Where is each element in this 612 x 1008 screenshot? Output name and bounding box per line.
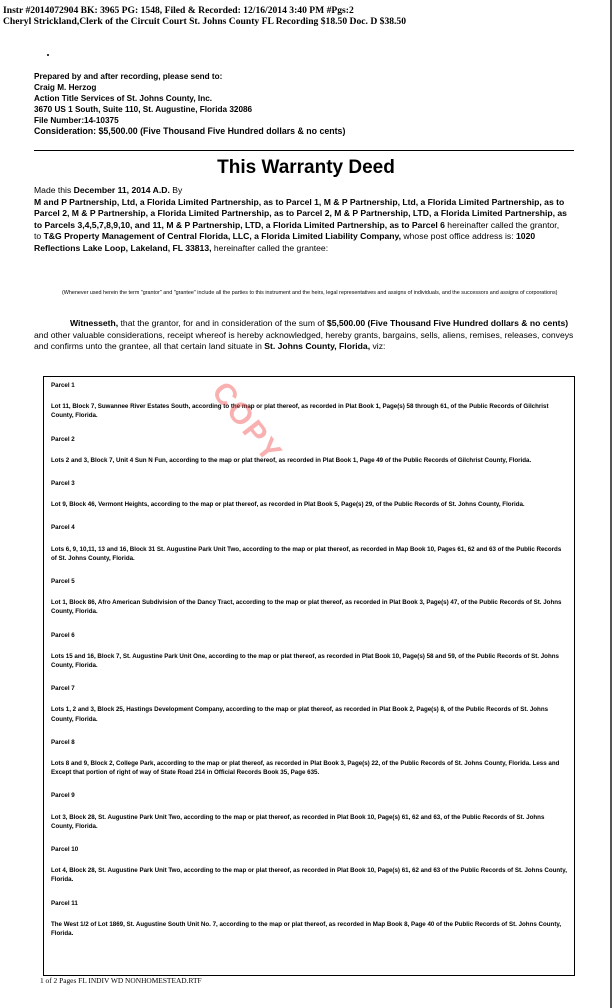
deed-date: December 11, 2014 A.D. — [73, 185, 170, 195]
prepared-by-block — [34, 71, 345, 137]
county-name: St. Johns County, Florida, — [264, 341, 371, 352]
preparer-address: 3670 US 1 South, Suite 110, St. Augustine, Florida 32086 — [34, 105, 253, 114]
parcel-item — [51, 577, 567, 617]
consideration: Consideration: $5,500.00 (Five Thousand Five Hundred dollars & no cents) — [34, 126, 346, 136]
parcel-item — [51, 479, 567, 509]
file-number: File Number:14-10375 — [34, 116, 119, 125]
parcel-description: Lots 6, 9, 10,11, 13 and 16, Block 31 St. Augustine Park Unit Two, according to the map or plat thereof, as recorded in Map Book 10, Pages 61, 62 and 63 of the Public Records of St. Johns County, Florida. — [51, 545, 562, 562]
parcel-item — [51, 523, 567, 563]
prepared-by-label: Prepared by and after recording, please send to: — [34, 72, 223, 81]
parcel-item — [51, 631, 567, 671]
parcel-item — [51, 738, 567, 778]
parcel-description: Lots 1, 2 and 3, Block 25, Hastings Development Company, according to the map or plat thereof, as recorded in Plat Book 2, Page(s) 8, of the Public Records of St. Johns County, Florida. — [51, 706, 549, 723]
parcel-item — [51, 435, 567, 465]
parcel-heading: Parcel 6 — [51, 631, 75, 639]
grantor-name: M and P Partnership, Ltd, a Florida Limited Partnership, as to Parcel 1, M & P Partnership, Ltd, a Florida Limited Partnership, as to Parcel 2, M & P Partnership, a Florida Limited Partnership, as to Parcel 2, M & P Partnership, LTD, a Florida Limited Partnership, as to Parcels 3,4,5,7,8,9,10, and 11, M & P Partnership, LTD, a Florida Limited Partnership, as to Parcel 6 — [34, 196, 567, 230]
parcel-heading: Parcel 8 — [51, 738, 75, 746]
parcel-description: Lot 4, Block 28, St. Augustine Park Unit Two, according to the map or plat thereof, as recorded in Plat Book 10, Page(s) 61, 62 and 63 of the Public Records of St. Johns County, Florida. — [51, 867, 567, 884]
parcel-heading: Parcel 10 — [51, 846, 79, 854]
parcel-description: Lots 15 and 16, Block 7, St. Augustine Park Unit One, according to the map or plat thereof, as recorded in Plat Book 10, Page(s) 58 and 59, of the Public Records of St. Johns County, Florida. — [51, 652, 559, 670]
parcel-heading: Parcel 4 — [51, 524, 75, 532]
parcel-heading: Parcel 3 — [51, 480, 75, 488]
parcel-heading: Parcel 7 — [51, 685, 75, 693]
grantee-address: 1020 Reflections Lake Loop, Lakeland, FL 33813, — [34, 231, 536, 253]
scan-dot — [47, 54, 49, 56]
legal-description-box — [43, 376, 575, 976]
parcel-description: Lots 8 and 9, Block 2, College Park, according to the map or plat thereof, as recorded in Plat Book 3, Page(s) 22, of the Public Records of St. Johns County, Florida. Less and Except that portion of right of way of State Road 214 in Official Records Book 35, Page 635. — [51, 760, 560, 777]
copy-watermark: COPY — [205, 375, 289, 470]
parcel-description: Lot 11, Block 7, Suwannee River Estates South, according to the map or plat thereof, as recorded in Plat Book 1, Page(s) 58 through 61, of the Public Records of Gilchrist County, Florida. — [51, 403, 549, 420]
parcel-heading: Parcel 2 — [51, 435, 75, 443]
definitions-note: (Whenever used herein the term "grantor" and "grantee" include all the parties to this instrument and the heirs, legal representatives and assigns of individuals, and the successors and assigns of corporations) — [62, 290, 558, 296]
parcel-item — [51, 899, 567, 939]
grantee-suffix: whose post office address is: — [401, 231, 517, 242]
witnesseth-text-2: and other valuable considerations, receipt whereof is hereby acknowledged, hereby grants, bargains, sells, aliens, remises, releases, conveys and confirms unto the grantee, all that certain land situate in — [34, 329, 574, 352]
parcel-description: The West 1/2 of Lot 1869, St. Augustine South Unit No. 7, according to the map or plat thereof, as recorded in Map Book 8, Page 40 of the Public Records of St. Johns County, Florida. — [51, 920, 562, 938]
header-divider — [34, 150, 574, 151]
page-footer: 1 of 2 Pages FL INDIV WD NONHOMESTEAD.RTF — [40, 976, 202, 985]
parcel-heading: Parcel 5 — [51, 578, 75, 586]
parcel-heading: Parcel 9 — [51, 792, 75, 800]
recording-stamp — [3, 6, 406, 27]
witnesseth-lead: Witnesseth, — [70, 318, 119, 328]
to-text: to — [34, 231, 44, 242]
parcel-heading: Parcel 11 — [51, 899, 78, 907]
consideration-amount: $5,500.00 (Five Thousand Five Hundred dollars & no cents) — [326, 318, 569, 328]
witnesseth-end: viz: — [370, 341, 386, 352]
parcel-description: Lots 2 and 3, Block 7, Unit 4 Sun N Fun, according to the map or plat thereof, as recorded in Plat Book 1, Page 49 of the Public Records of Gilchrist County, Florida. — [51, 456, 532, 464]
parcel-description: Lot 3, Block 28, St. Augustine Park Unit Two, according to the map or plat thereof, as recorded in Plat Book 10, Page(s) 61, 62 and 63, of the Public Records of St. Johns County, Florida. — [51, 813, 545, 830]
parcel-item — [51, 381, 567, 421]
by-text: By — [169, 185, 183, 195]
recording-stamp-line-1: Instr #2014072904 BK: 3965 PG: 1548, Filed & Recorded: 12/16/2014 3:40 PM #Pgs:2 — [3, 5, 354, 16]
parcel-item — [51, 845, 567, 885]
preparer-company: Action Title Services of St. Johns County, Inc. — [34, 94, 213, 103]
parcel-list — [51, 381, 567, 952]
recording-stamp-line-2: Cheryl Strickland,Clerk of the Circuit Court St. Johns County FL Recording $18.50 Doc. D $38.50 — [3, 15, 407, 27]
grantee-name: T&G Property Management of Central Florida, LLC, a Florida Limited Liability Company, — [43, 231, 402, 242]
document-title: This Warranty Deed — [217, 157, 395, 178]
witnesseth-text-1: that the grantor, for and in consideration of the sum of — [118, 318, 327, 328]
preparer-name: Craig M. Herzog — [34, 83, 97, 92]
deed-intro — [34, 185, 574, 255]
parcel-description: Lot 1, Block 86, Afro American Subdivision of the Dancy Tract, according to the map or plat thereof, as recorded in Plat Book 3, Page(s) 47, of the Public Records of St. Johns County, Florida. — [51, 599, 562, 616]
grantor-suffix: hereinafter called the grantor, — [444, 219, 560, 230]
parcel-item — [51, 684, 567, 724]
parcel-description: Lot 9, Block 46, Vermont Heights, according to the map or plat thereof, as recorded in Plat Book 5, Page(s) 29, of the Public Records of St. Johns County, Florida. — [51, 501, 525, 509]
parcel-heading: Parcel 1 — [51, 382, 75, 389]
parcel-item — [51, 791, 567, 831]
made-this-text: Made this — [34, 185, 74, 195]
grantee-end: hereinafter called the grantee: — [211, 242, 329, 253]
witnesseth-paragraph — [34, 318, 574, 353]
